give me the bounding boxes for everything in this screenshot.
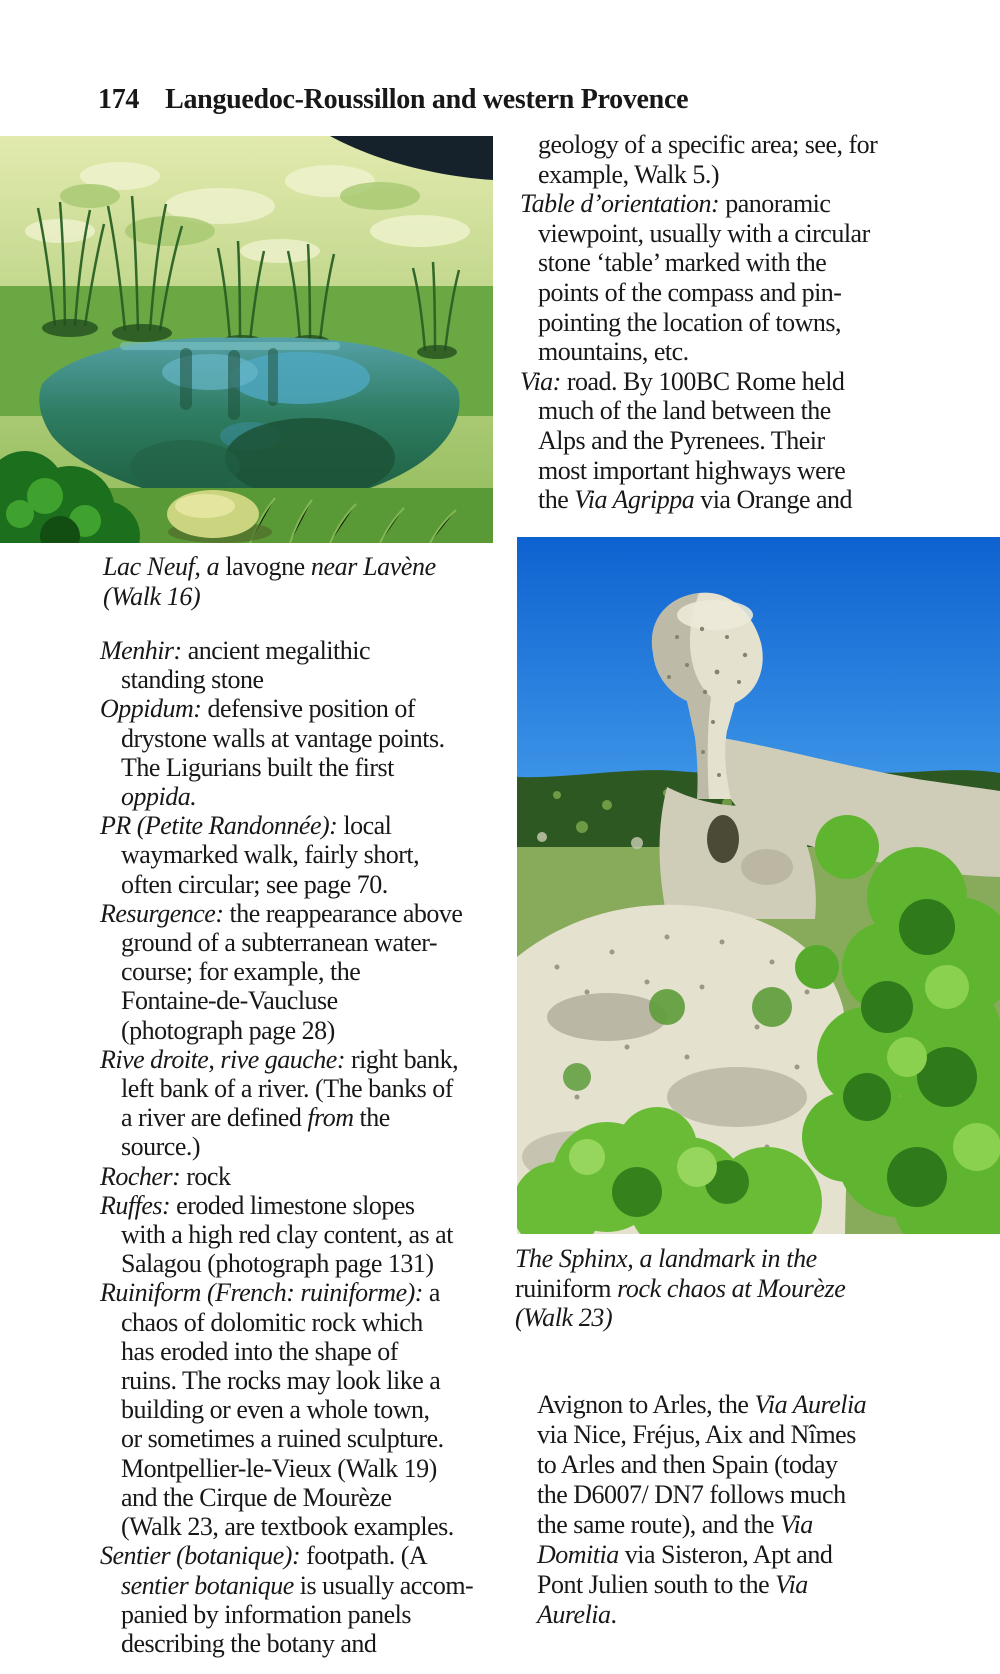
text-line: often circular; see page 70. — [121, 869, 388, 899]
text-line: the same route), and the Via — [537, 1510, 813, 1539]
sphinx-photo-illustration — [517, 537, 1000, 1234]
text-line: Sentier (botanique): footpath. (A — [100, 1541, 428, 1571]
text-line: Montpellier-le-Vieux (Walk 19) — [121, 1453, 437, 1483]
text-line: left bank of a river. (The banks of — [121, 1074, 453, 1104]
text-line: pointing the location of towns, — [538, 307, 841, 337]
text-line: most important highways were — [538, 455, 846, 485]
text-line: ground of a subterranean water- — [121, 928, 438, 958]
text-line: The Sphinx, a landmark in the — [515, 1244, 817, 1273]
text-line: or sometimes a ruined sculpture. — [121, 1424, 444, 1454]
pond-photo-caption — [103, 552, 436, 611]
text-line: Avignon to Arles, the Via Aurelia — [537, 1390, 867, 1419]
text-line: much of the land between the — [538, 396, 831, 426]
page-header — [98, 84, 688, 116]
text-line: geology of a specific area; see, for — [538, 130, 878, 159]
text-line: Rocher: rock — [100, 1161, 231, 1191]
lavogne-pond-photo — [0, 136, 493, 543]
text-line: (Walk 16) — [103, 581, 201, 611]
text-line: (Walk 23) — [515, 1303, 613, 1332]
sphinx-rock-photo — [517, 537, 1000, 1234]
text-line: Table d’orientation: panoramic — [520, 189, 831, 219]
text-line: mountains, etc. — [538, 337, 689, 367]
text-line: PR (Petite Randonnée): local — [100, 811, 392, 841]
pond-photo-illustration — [0, 136, 493, 543]
text-line: Resurgence: the reappearance above — [100, 898, 463, 928]
text-line: source.) — [121, 1132, 201, 1162]
text-line: Via: road. By 100BC Rome held — [520, 366, 845, 396]
glossary-right-column-top — [520, 130, 877, 515]
text-line: (Walk 23, are textbook examples. — [121, 1512, 454, 1542]
text-line: building or even a whole town, — [121, 1395, 430, 1425]
text-line: Domitia via Sisteron, Apt and — [537, 1540, 833, 1569]
text-line: the Via Agrippa via Orange and — [538, 485, 853, 515]
text-line: Ruffes: eroded limestone slopes — [100, 1190, 415, 1220]
text-line: Ruiniform (French: ruiniforme): a — [100, 1278, 440, 1308]
text-line: panied by information panels — [121, 1599, 411, 1629]
text-line: waymarked walk, fairly short, — [121, 840, 420, 870]
text-line: Fontaine-de-Vaucluse — [121, 986, 338, 1016]
text-line: drystone walls at vantage points. — [121, 723, 445, 753]
text-line: ruins. The rocks may look like a — [121, 1366, 441, 1396]
page-number: 174 — [98, 84, 140, 115]
text-line: a river are defined from the — [121, 1103, 390, 1133]
text-line: has eroded into the shape of — [121, 1336, 398, 1366]
text-line: and the Cirque de Mourèze — [121, 1482, 392, 1512]
text-line: viewpoint, usually with a circular — [538, 218, 870, 248]
glossary-left-column — [100, 636, 473, 1658]
text-line: Rive droite, rive gauche: right bank, — [100, 1044, 459, 1074]
text-line: stone ‘table’ marked with the — [538, 248, 827, 278]
text-line: Alps and the Pyrenees. Their — [538, 425, 825, 455]
text-line: sentier botanique is usually accom- — [121, 1570, 474, 1600]
page-title: Languedoc-Roussillon and western Provence — [165, 84, 689, 115]
text-line: to Arles and then Spain (today — [537, 1450, 838, 1479]
text-line: chaos of dolomitic rock which — [121, 1307, 423, 1337]
text-line: Salagou (photograph page 131) — [121, 1249, 434, 1279]
text-line: with a high red clay content, as at — [121, 1220, 453, 1250]
text-line: The Ligurians built the first — [121, 752, 394, 782]
sphinx-photo-caption — [515, 1244, 845, 1333]
text-line: course; for example, the — [121, 957, 361, 987]
glossary-right-column-bottom — [537, 1390, 866, 1630]
text-line: standing stone — [121, 665, 264, 695]
text-line: Pont Julien south to the Via — [537, 1570, 808, 1599]
text-line: Aurelia. — [537, 1600, 617, 1629]
text-line: (photograph page 28) — [121, 1015, 335, 1045]
text-line: the D6007/ DN7 follows much — [537, 1480, 846, 1509]
text-line: describing the botany and — [121, 1628, 377, 1658]
text-line: ruiniform rock chaos at Mourèze — [515, 1273, 846, 1303]
text-line: via Nice, Fréjus, Aix and Nîmes — [537, 1420, 856, 1449]
text-line: Menhir: ancient megalithic — [100, 636, 371, 665]
text-line: points of the compass and pin- — [538, 277, 842, 307]
text-line: Lac Neuf, a lavogne near Lavène — [103, 552, 436, 581]
text-line: oppida. — [121, 782, 197, 812]
text-line: Oppidum: defensive position of — [100, 694, 416, 724]
text-line: example, Walk 5.) — [538, 159, 719, 189]
